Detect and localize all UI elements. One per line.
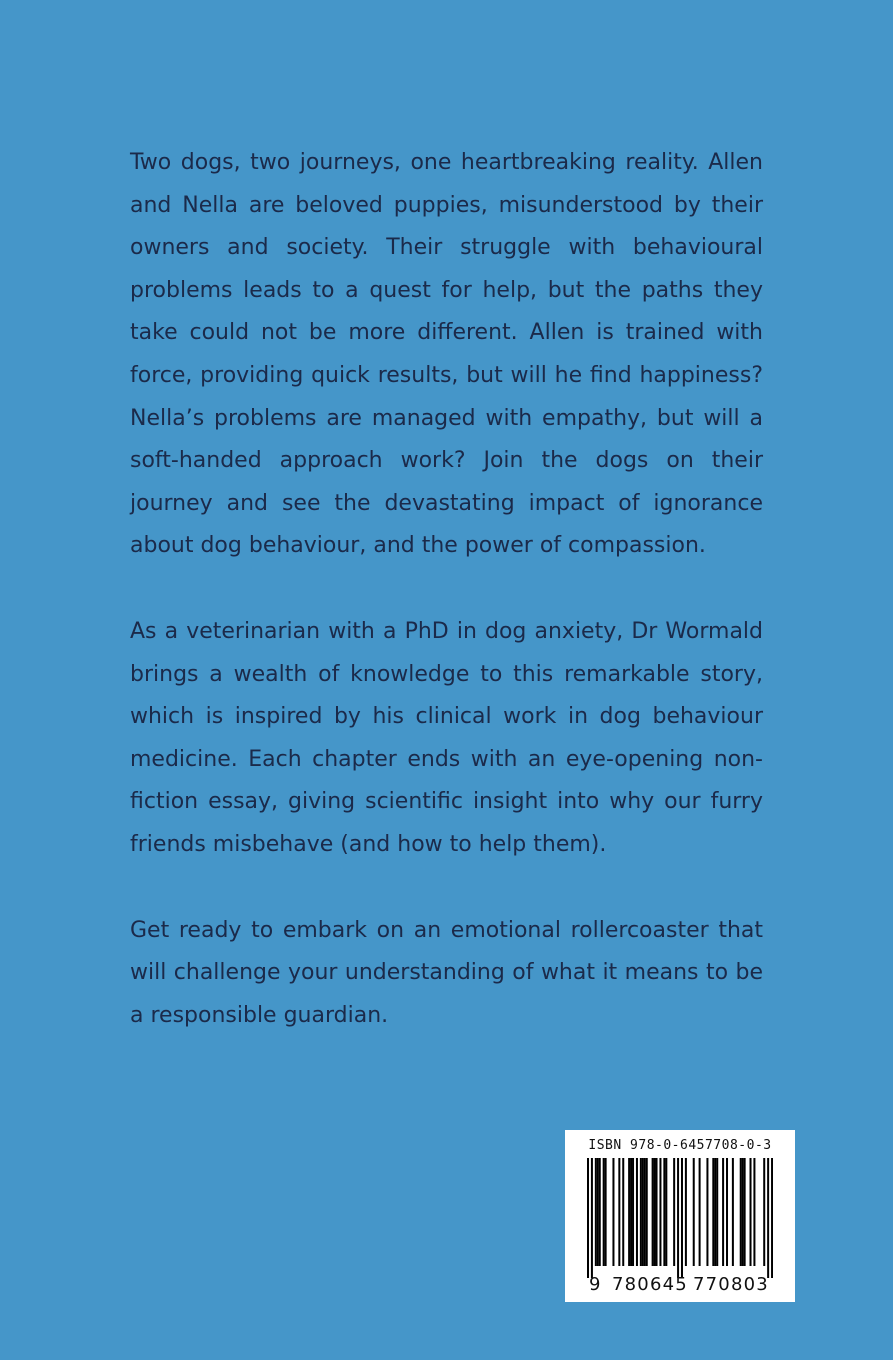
barcode-bar [659,1158,661,1266]
barcode-bar [673,1158,675,1266]
barcode-bar [656,1158,658,1266]
barcode-bar [740,1158,742,1266]
barcode-bar [706,1158,708,1266]
barcode-bars-icon [587,1158,773,1278]
barcode-bar [663,1158,665,1266]
barcode-bar [603,1158,605,1266]
barcode-bar [726,1158,728,1266]
barcode-digit-first: 9 [589,1274,601,1295]
barcode-bar [712,1158,714,1266]
barcode-bar [644,1158,646,1266]
barcode-bar [732,1158,734,1266]
barcode-bar [753,1158,755,1266]
barcode-bar [722,1158,724,1266]
isbn-label: ISBN 978-0-6457708-0-3 [588,1138,772,1153]
barcode-bar [742,1158,744,1266]
barcode-bar [744,1158,746,1266]
barcode-bar [652,1158,654,1266]
barcode-bar [587,1158,589,1278]
barcode-bar [632,1158,634,1266]
barcode-bar [597,1158,599,1266]
barcode-bar [618,1158,620,1266]
barcode-bar [767,1158,769,1278]
barcode-bar [714,1158,716,1266]
blurb-paragraph-2: As a veterinarian with a PhD in dog anxiety, Dr Wormald brings a wealth of knowledge to this remarkable story, which is inspired by his clinical work in dog behaviour medicine. Each chapter ends with an eye-opening non-fiction essay, giving scientific insight into why our furry friends misbehave (and how to help them). [130,618,763,857]
isbn-barcode [565,1130,795,1302]
barcode-bar [605,1158,607,1266]
barcode-digits-left: 780645 [612,1274,688,1295]
barcode-bar [693,1158,695,1266]
barcode-bar [599,1158,601,1266]
barcode-bar [699,1158,701,1266]
barcode-bar [685,1158,687,1266]
barcode-bar [591,1158,593,1278]
barcode-bar [665,1158,667,1266]
barcode-bar [681,1158,683,1278]
barcode-bar [771,1158,773,1278]
barcode-bar [646,1158,648,1266]
barcode-bar [640,1158,642,1266]
barcode-bar [595,1158,597,1266]
barcode-bar [636,1158,638,1266]
barcode-digits-right: 770803 [693,1274,769,1295]
barcode-bar [716,1158,718,1266]
barcode-bar [630,1158,632,1266]
barcode-bar [642,1158,644,1266]
barcode-bar [677,1158,679,1278]
blurb-paragraph-3: Get ready to embark on an emotional rollercoaster that will challenge your understanding of what it means to be a responsible guardian. [130,917,763,1028]
barcode-bar [622,1158,624,1266]
barcode-bar [763,1158,765,1266]
blurb-text [130,142,763,1080]
barcode-bar [612,1158,614,1266]
barcode-bar [654,1158,656,1266]
barcode-bar [628,1158,630,1266]
barcode-bar [750,1158,752,1266]
blurb-paragraph-1: Two dogs, two journeys, one heartbreaking reality. Allen and Nella are beloved puppies, misunderstood by their owners and society. Their struggle with behavioural problems leads to a quest for help, but the paths they take could not be more different. Allen is trained with force, providing quick results, but will he find happiness? Nella’s problems are managed with empathy, but will a soft-handed approach work? Join the dogs on their journey and see the devastating impact of ignorance about dog behaviour, and the power of compassion. [130,150,763,559]
